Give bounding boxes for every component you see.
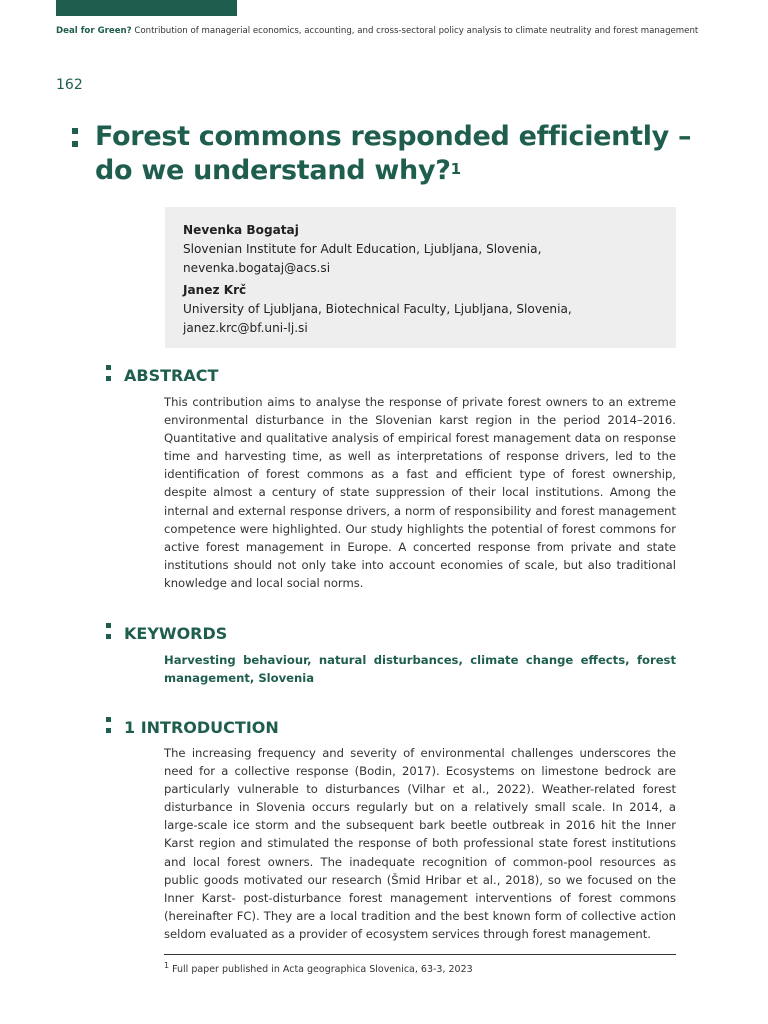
introduction-text: The increasing frequency and severity of environmental challenges underscores the need for a collective response (Bodin, 2017). Ecosystems on limestone bedrock are particularly vulnerable to disturbances (Vilhar et al., 2022). Weather-related forest disturbance in Slovenia occurs regularly but on a relatively small scale. In 2014, a large-scale ice storm and the subsequent bark beetle outbreak in 2016 hit the Inner Karst region and stimulated the response of both professional state forest institutions and local forest owners. The inadequate recognition of common-pool resources as public goods motivated our research (Šmid Hribar et al., 2018), so we focused on the Inner Karst- post-disturbance forest management interventions of forest commons (hereinafter FC). They are a local tradition and the best known form of collective action seldom evaluated as a provider of ecosystem services through forest management.	[164, 746, 676, 941]
title-text: Forest commons responded efficiently – do we understand why?	[95, 121, 692, 186]
keywords-heading: KEYWORDS	[124, 624, 228, 643]
running-header	[56, 26, 716, 36]
author-email: janez.krc@bf.uni-lj.si	[183, 321, 308, 335]
author-affiliation: University of Ljubljana, Biotechnical Faculty, Ljubljana, Slovenia,	[183, 302, 572, 316]
footnote	[164, 961, 473, 975]
author-block	[183, 281, 658, 338]
author-block	[183, 221, 658, 278]
section-bullet-icon	[106, 623, 112, 641]
bullet-dot	[106, 634, 111, 639]
title-footnote-mark: 1	[450, 160, 461, 178]
bullet-dot	[106, 623, 111, 628]
bullet-dot	[72, 141, 78, 147]
keywords-text: Harvesting behaviour, natural disturbances, climate change effects, forest management, Slovenia	[164, 653, 676, 686]
author-name: Nevenka Bogataj	[183, 223, 299, 237]
author-name: Janez Krč	[183, 283, 247, 297]
series-title: Deal for Green?	[56, 26, 132, 36]
abstract-heading: ABSTRACT	[124, 366, 219, 385]
bullet-dot	[72, 128, 78, 134]
bullet-dot	[106, 717, 111, 722]
title-bullet-icon	[72, 122, 80, 148]
footnote-text: Full paper published in Acta geographica Slovenica, 63-3, 2023	[172, 964, 473, 976]
author-affiliation: Slovenian Institute for Adult Education, Ljubljana, Slovenia,	[183, 242, 542, 256]
author-email: nevenka.bogataj@acs.si	[183, 261, 331, 275]
section-bullet-icon	[106, 717, 112, 735]
bullet-dot	[106, 728, 111, 733]
introduction-heading: 1 INTRODUCTION	[124, 718, 279, 737]
footnote-divider	[164, 954, 676, 955]
paper-title	[95, 120, 715, 188]
series-subtitle: Contribution of managerial economics, accounting, and cross-sectoral policy analysis to climate neutrality and forest management	[134, 26, 699, 36]
header-accent-bar	[56, 0, 237, 16]
section-bullet-icon	[106, 365, 112, 383]
authors-box	[165, 207, 676, 348]
bullet-dot	[106, 376, 111, 381]
abstract-text: This contribution aims to analyse the response of private forest owners to an extreme environmental disturbance in the Slovenian karst region in the period 2014–2016. Quantitative and qualitative analysis of empirical forest management data on response time and harvesting time, as well as interpretations of response drivers, led to the identification of forest commons as a fast and efficient type of forest ownership, despite almost a century of state suppression of their local institutions. Among the internal and external response drivers, a norm of responsibility and forest management competence were highlighted. Our study highlights the potential of forest commons for active forest management in Europe. A concerted response from private and state institutions should not only take into account economies of scale, but also traditional knowledge and local social norms.	[164, 395, 676, 590]
bullet-dot	[106, 365, 111, 370]
page-number: 162	[56, 77, 83, 93]
footnote-mark: 1	[164, 961, 170, 970]
